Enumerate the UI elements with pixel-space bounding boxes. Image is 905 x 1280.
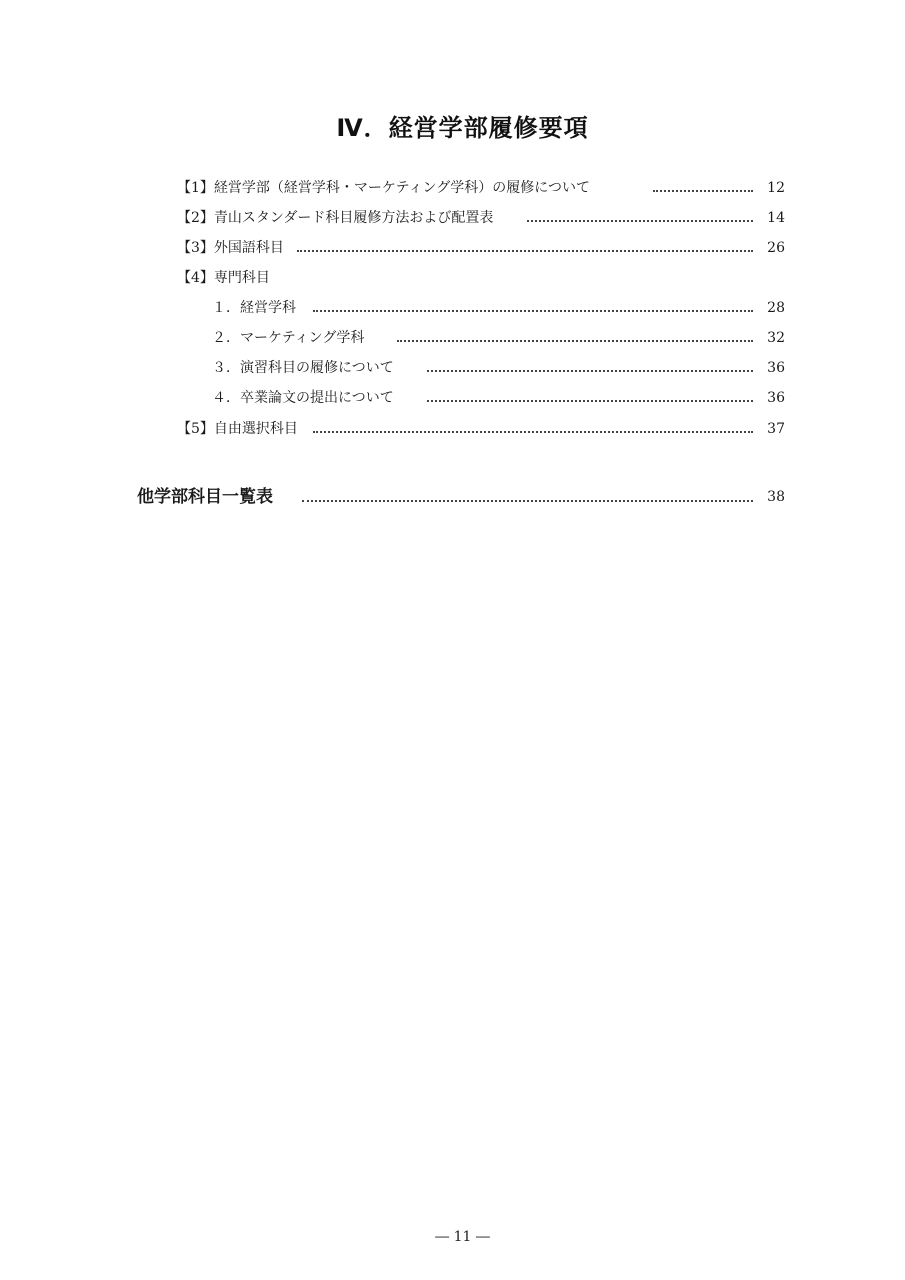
toc-entry-page: 28 (767, 300, 785, 316)
toc-entry[interactable] (0, 267, 905, 291)
toc-entry[interactable] (0, 387, 905, 411)
toc-leader (427, 370, 753, 372)
toc-entry[interactable] (0, 207, 905, 231)
toc-entry-label: １．経営学科 (212, 300, 296, 316)
toc-entry-page: 32 (767, 330, 785, 346)
toc-entry-page: 26 (767, 240, 785, 256)
toc-entry-label: ４．卒業論文の提出について (212, 390, 394, 406)
page-title: Ⅳ．経営学部履修要項 (336, 114, 589, 142)
toc-appendix-entry[interactable] (0, 486, 905, 510)
toc-entry[interactable] (0, 297, 905, 321)
toc-entry[interactable] (0, 327, 905, 351)
toc-entry-page: 37 (767, 421, 785, 437)
toc-entry-label: 【2】青山スタンダード科目履修方法および配置表 (177, 210, 494, 226)
toc-entry-page: 36 (767, 360, 785, 376)
toc-entry-label: 【4】専門科目 (177, 270, 270, 286)
toc-entry[interactable] (0, 177, 905, 201)
toc-entry-page: 14 (767, 210, 785, 226)
toc-entry-label: 【5】自由選択科目 (177, 421, 298, 437)
toc-leader (527, 220, 753, 222)
toc-entry-label: 【1】経営学部（経営学科・マーケティング学科）の履修について (177, 180, 590, 196)
toc-appendix-page: 38 (767, 489, 785, 505)
toc-entry[interactable] (0, 237, 905, 261)
page-number: ― 11 ― (435, 1229, 490, 1245)
toc-entry-page: 36 (767, 390, 785, 406)
toc-entry-label: ２．マーケティング学科 (212, 330, 365, 346)
toc-leader (653, 190, 753, 192)
toc-leader (302, 500, 753, 502)
toc-entry[interactable] (0, 357, 905, 381)
toc-entry-label: ３．演習科目の履修について (212, 360, 394, 376)
toc-entry[interactable] (0, 418, 905, 442)
toc-leader (397, 340, 753, 342)
toc-entry-page: 12 (767, 180, 785, 196)
toc-leader (313, 310, 753, 312)
toc-leader (297, 250, 753, 252)
toc-entry-label: 【3】外国語科目 (177, 240, 284, 256)
toc-leader (313, 431, 753, 433)
toc-appendix-label: 他学部科目一覧表 (137, 487, 273, 507)
toc-leader (427, 400, 753, 402)
